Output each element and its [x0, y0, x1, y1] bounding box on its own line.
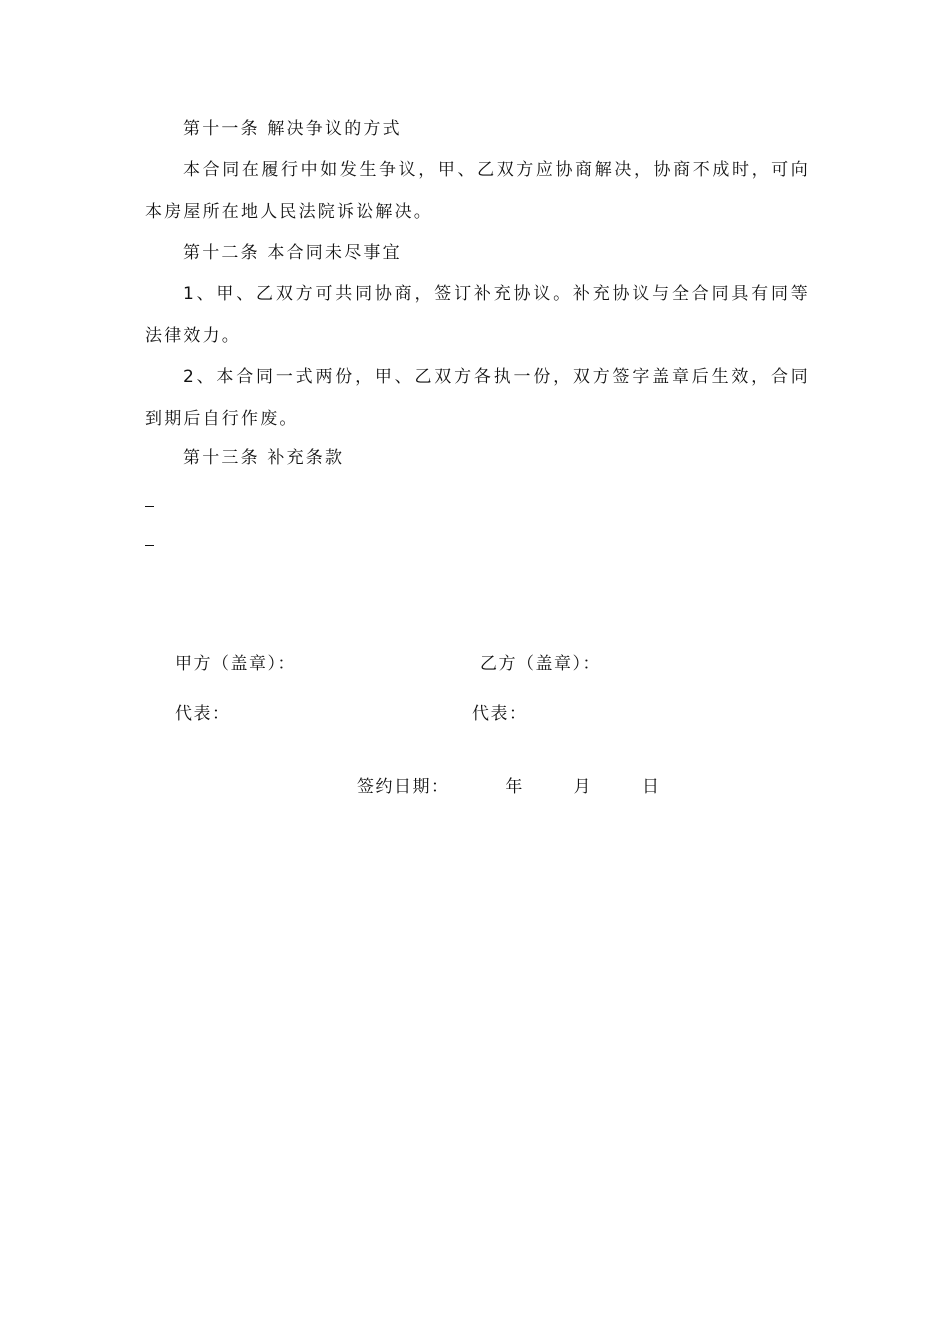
party-b-seal-label: 乙方（盖章）：	[480, 654, 601, 674]
signing-date-day: 日	[641, 777, 661, 797]
article-12-title: 第十二条 本合同未尽事宜	[183, 243, 402, 263]
article-12-item-2: 2、本合同一式两份，甲、乙双方各执一份，双方签字盖章后生效，合同到期后自行作废。	[145, 367, 810, 429]
party-b-rep-label: 代表：	[472, 704, 528, 724]
supplement-blank-line-2	[145, 545, 154, 546]
article-12-item-1: 1、甲、乙双方可共同协商，签订补充协议。补充协议与全合同具有同等法律效力。	[145, 284, 810, 346]
article-11-title: 第十一条 解决争议的方式	[183, 119, 402, 139]
party-a-rep-label: 代表：	[175, 704, 231, 724]
signing-date-label: 签约日期：	[357, 777, 450, 797]
article-11-body: 本合同在履行中如发生争议，甲、乙双方应协商解决，协商不成时，可向本房屋所在地人民法院诉讼解决。	[145, 160, 810, 222]
signing-date-row	[357, 775, 660, 799]
article-13-title: 第十三条 补充条款	[183, 448, 345, 468]
party-a-seal-label: 甲方（盖章）：	[175, 654, 296, 674]
signing-date-month: 月	[573, 777, 593, 797]
supplement-blank-line-1	[145, 506, 154, 507]
signing-date-year: 年	[505, 777, 524, 797]
